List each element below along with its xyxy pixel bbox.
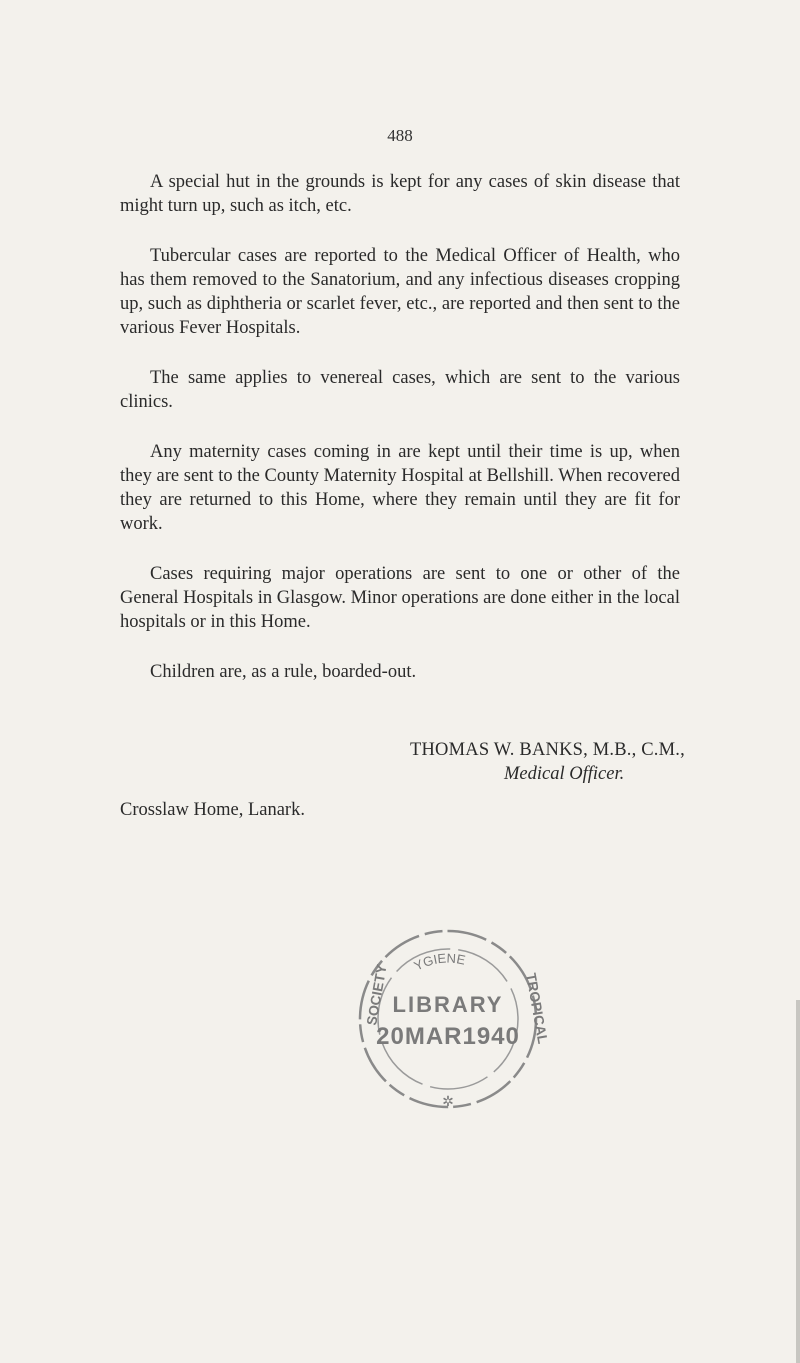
- body-text: [120, 170, 680, 710]
- stamp-library-text: LIBRARY: [392, 992, 504, 1017]
- page-edge-shadow: [796, 1000, 800, 1363]
- stamp-top-text: YGIENE: [411, 950, 467, 974]
- signatory-title: Medical Officer.: [504, 764, 625, 784]
- stamp-right-text: TROPICAL: [523, 971, 548, 1045]
- location-line: Crosslaw Home, Lanark.: [120, 800, 305, 820]
- paragraph: Children are, as a rule, boarded-out.: [150, 662, 417, 682]
- stamp-left-text: SOCIETY: [363, 963, 390, 1027]
- page-number: 488: [387, 126, 413, 145]
- stamp-star-icon: ✲: [442, 1093, 454, 1109]
- stamp-date-text: 20MAR1940: [376, 1023, 520, 1050]
- signatory-name: THOMAS W. BANKS, M.B., C.M.,: [410, 740, 685, 760]
- library-stamp-graphic: [348, 914, 548, 1124]
- paragraph: A special hut in the grounds is kept for any cases of skin disease that might turn up, such as itch, etc.: [120, 172, 680, 216]
- library-stamp: [348, 914, 548, 1124]
- paragraph: Cases requiring major operations are sent to one or other of the General Hospitals in Glasgow. Minor operations are done either in the local hospitals or in this Home.: [120, 564, 680, 632]
- signature-block: [410, 738, 685, 786]
- paragraph: The same applies to venereal cases, which are sent to the various clinics.: [120, 368, 680, 412]
- paragraph: Tubercular cases are reported to the Medical Officer of Health, who has them removed to the Sanatorium, and any infectious diseases cropping up, such as diphtheria or scarlet fever, etc., are reported and then sent to the various Fever Hospitals.: [120, 246, 680, 338]
- paragraph: Any maternity cases coming in are kept until their time is up, when they are sent to the County Maternity Hospital at Bellshill. When recovered they are returned to this Home, where they remain until they are fit for work.: [120, 442, 680, 534]
